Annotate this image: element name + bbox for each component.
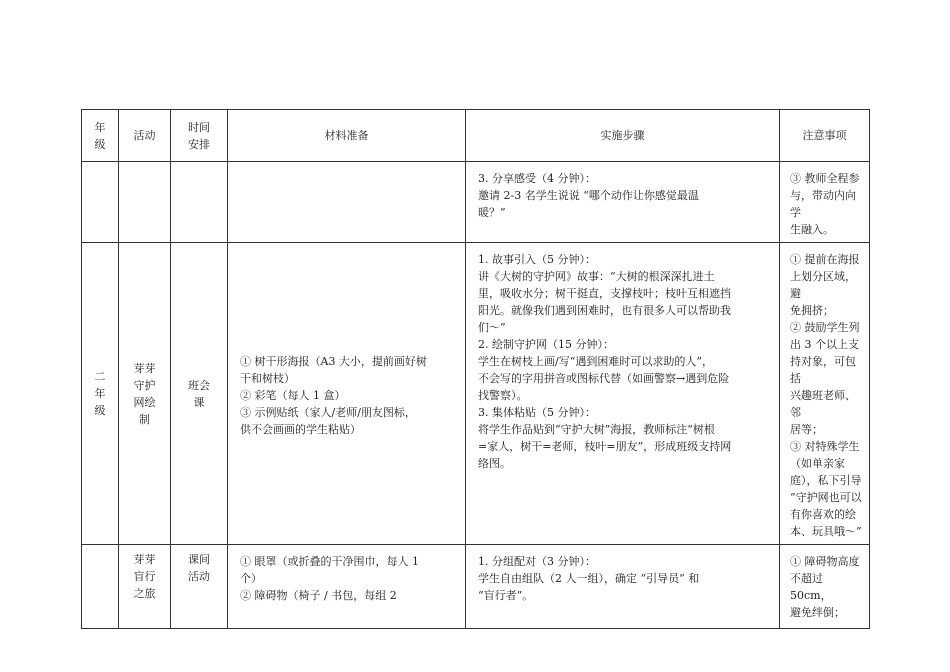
cell-text-line: 本、玩具哦～” xyxy=(790,525,862,538)
cell-time xyxy=(171,162,228,243)
cell-text-line: ① 眼罩（或折叠的干净围巾，每人 1 xyxy=(240,555,419,568)
cell-text-line: 讲《大树的守护网》故事：“大树的根深深扎进土 xyxy=(478,270,715,283)
cell-text-line: 们～” xyxy=(478,321,506,334)
cell-text-line: 盲行 xyxy=(133,570,156,583)
cell-text-line: （如单亲家 xyxy=(790,457,845,470)
cell-text-line: 之旅 xyxy=(133,587,156,600)
cell-time xyxy=(171,545,228,629)
cell-text-line: 上划分区域，避 xyxy=(790,270,856,300)
cell-text-line: ③ 示例贴纸（家人/老师/朋友图标， xyxy=(240,406,416,419)
cell-steps xyxy=(466,243,780,545)
cell-text-line: 居等； xyxy=(790,423,823,436)
header-materials: 材料准备 xyxy=(228,110,466,162)
header-activity: 活动 xyxy=(119,110,171,162)
cell-text-line: 避免绊倒； xyxy=(790,606,845,619)
cell-text-line: ② 鼓励学生列 xyxy=(790,321,860,334)
cell-steps xyxy=(466,162,780,243)
cell-text-line: 课间 xyxy=(188,553,210,566)
cell-text-line: 兴趣班老师、邻 xyxy=(790,389,856,419)
cell-text-line: 邀请 2-3 名学生说说 “哪个动作让你感觉最温 xyxy=(478,189,699,202)
cell-notes xyxy=(780,162,870,243)
header-row xyxy=(82,110,870,162)
cell-materials xyxy=(228,243,466,545)
cell-materials xyxy=(228,162,466,243)
cell-text-line: 找警察）。 xyxy=(478,389,528,402)
cell-text-line: 免拥挤； xyxy=(790,304,834,317)
cell-text-line: 个） xyxy=(240,572,262,585)
cell-text-line: 二 xyxy=(94,370,106,383)
cell-text-line: ② 彩笔（每人 1 盒） xyxy=(240,389,346,402)
cell-text-line: 干和树枝） xyxy=(240,372,295,385)
cell-notes xyxy=(780,545,870,629)
cell-text-line: 生融入。 xyxy=(790,223,834,236)
cell-text-line: 持对象，可包括 xyxy=(790,355,856,385)
cell-grade xyxy=(82,545,119,629)
cell-grade xyxy=(82,162,119,243)
activity-plan-table xyxy=(81,109,870,629)
cell-activity xyxy=(119,162,171,243)
cell-grade xyxy=(82,243,119,545)
cell-text-line: 守护 xyxy=(133,378,156,392)
cell-text-line: =家人，树干=老师，枝叶=朋友”，形成班级支持网 xyxy=(478,440,732,453)
cell-text-line: 出 3 个以上支 xyxy=(790,338,859,351)
cell-text-line: 庭），私下引导 xyxy=(790,474,862,487)
cell-text-line: 阳光。就像我们遇到困难时，也有很多人可以帮助我 xyxy=(478,304,731,317)
cell-text-line: 与，带动内向学 xyxy=(790,189,856,219)
cell-text-line: 络图。 xyxy=(478,457,511,470)
cell-text-line: 3. 分享感受（4 分钟）： xyxy=(478,172,596,185)
cell-text-line: “盲行者”。 xyxy=(478,589,534,602)
cell-text-line: 学生自由组队（2 人一组），确定 “引导员” 和 xyxy=(478,572,700,585)
cell-text-line: ③ 对特殊学生 xyxy=(790,440,860,453)
table-row xyxy=(82,162,870,243)
cell-text-line: “守护网也可以 xyxy=(790,491,862,504)
cell-text-line: ① 提前在海报 xyxy=(790,253,860,266)
header-time xyxy=(171,110,228,162)
cell-text-line: 芽芽 xyxy=(133,553,156,566)
cell-text-line: 活动 xyxy=(188,570,210,583)
cell-text-line: 网绘 xyxy=(133,395,156,409)
table-row xyxy=(82,243,870,545)
cell-activity xyxy=(119,545,171,629)
header-grade xyxy=(82,110,119,162)
cell-text-line: 学生在树枝上画/写“遇到困难时可以求助的人”， xyxy=(478,355,713,368)
header-notes: 注意事项 xyxy=(780,110,870,162)
cell-text-line: 班会 xyxy=(188,378,210,392)
cell-text-line: 年 xyxy=(94,120,106,134)
header-steps: 实施步骤 xyxy=(466,110,780,162)
cell-text-line: 级 xyxy=(94,404,106,417)
cell-time xyxy=(171,243,228,545)
cell-text-line: 不超过 50cm， xyxy=(790,572,832,602)
cell-text-line: 3. 集体粘贴（5 分钟）： xyxy=(478,406,596,419)
cell-activity xyxy=(119,243,171,545)
cell-steps xyxy=(466,545,780,629)
cell-text-line: ③ 教师全程参 xyxy=(790,172,860,185)
cell-text-line: 2. 绘制守护网（15 分钟）： xyxy=(478,338,614,351)
cell-text-line: 有你喜欢的绘 xyxy=(790,508,856,521)
table-row xyxy=(82,545,870,629)
cell-text-line: 1. 故事引入（5 分钟）： xyxy=(478,253,596,266)
cell-text-line: 不会写的字用拼音或图标代替（如画警察→遇到危险 xyxy=(478,372,730,385)
cell-text-line: 制 xyxy=(139,412,150,426)
cell-text-line: 供不会画画的学生粘贴） xyxy=(240,423,361,436)
cell-text-line: ② 障碍物（椅子 / 书包，每组 2 xyxy=(240,589,397,602)
cell-text-line: ① 树干形海报（A3 大小，提前画好树 xyxy=(240,355,427,368)
cell-text-line: ① 障碍物高度 xyxy=(790,555,860,568)
cell-text-line: 时间 xyxy=(188,120,210,134)
cell-text-line: 芽芽 xyxy=(133,361,156,375)
cell-text-line: 年 xyxy=(94,387,106,400)
cell-notes xyxy=(780,243,870,545)
cell-text-line: 1. 分组配对（3 分钟）： xyxy=(478,555,596,568)
cell-text-line: 级 xyxy=(94,137,106,151)
cell-text-line: 将学生作品贴到“守护大树”海报，教师标注“树根 xyxy=(478,423,715,436)
cell-text-line: 课 xyxy=(193,395,205,409)
cell-materials xyxy=(228,545,466,629)
cell-text-line: 里，吸收水分；树干挺直，支撑枝叶；枝叶互相遮挡 xyxy=(478,287,731,300)
cell-text-line: 安排 xyxy=(188,137,210,151)
cell-text-line: 暖？” xyxy=(478,206,506,219)
